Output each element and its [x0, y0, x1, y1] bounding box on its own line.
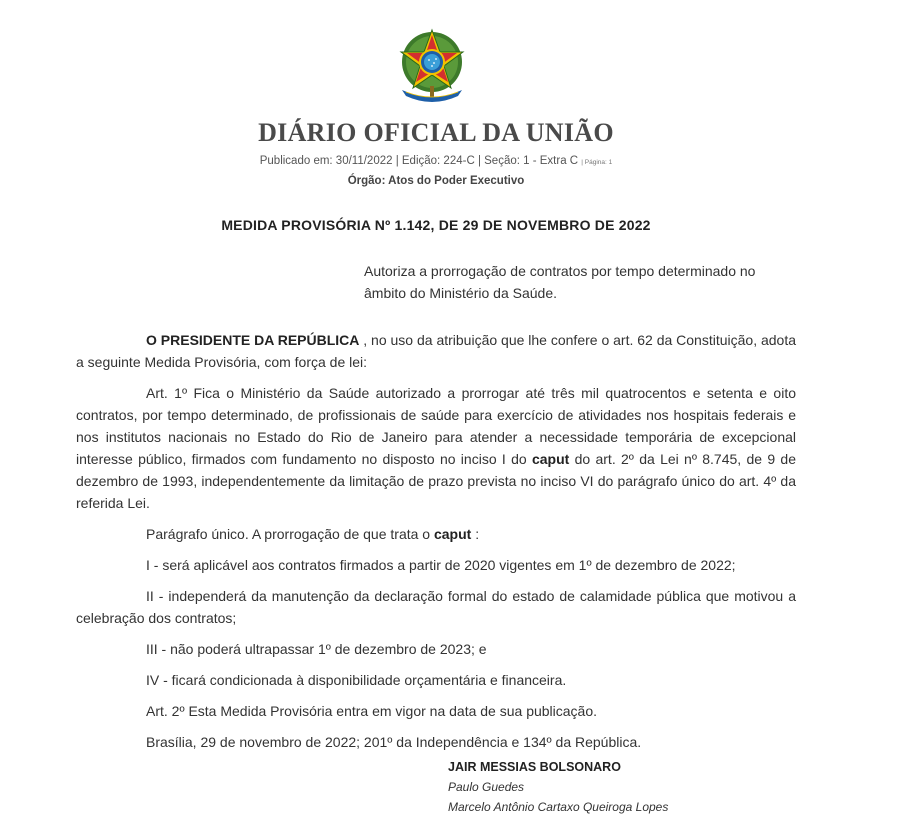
president-signature: JAIR MESSIAS BOLSONARO	[448, 760, 621, 774]
preamble-text: , no uso da atribuição que lhe confere o art. 62 da Constituição, adota a seguinte Medida Provisória, com força de lei:	[76, 332, 797, 370]
date-place: Brasília, 29 de novembro de 2022; 201º da Independência e 134º da República.	[146, 734, 642, 750]
paragrafo-text-b: :	[471, 526, 480, 542]
article-2: Art. 2º Esta Medida Provisória entra em vigor na data de sua publicação.	[146, 703, 598, 719]
inciso-2: II - independerá da manutenção da declaração formal do estado de calamidade pública que motivou a celebração dos contratos;	[76, 588, 796, 626]
inciso-4: IV - ficará condicionada à disponibilidade orçamentária e financeira.	[146, 672, 567, 688]
issuing-body: Órgão: Atos do Poder Executivo	[347, 175, 525, 187]
article-1-text-a: Art. 1º Fica o Ministério da Saúde autorizado a prorrogar até três mil quatrocentos e setenta e oito contratos, por tempo determinado, de profissionais de saúde para exercício de atividades nos hospitais federais e nos institutos nacionais no Estado do Rio de Janeiro para atender a necessidade temporária de excepcional interesse público, firmados com fundamento no disposto no inciso I do	[76, 385, 796, 467]
paragrafo-caput: caput	[433, 526, 472, 542]
publication-details: Publicado em: 30/11/2022 | Edição: 224-C | Seção: 1 - Extra C	[259, 155, 579, 167]
act-title: MEDIDA PROVISÓRIA Nº 1.142, DE 29 DE NOVEMBRO DE 2022	[221, 217, 651, 233]
signatures	[448, 760, 668, 817]
publication-info	[0, 155, 872, 167]
preamble-bold: O PRESIDENTE DA REPÚBLICA	[146, 332, 360, 348]
brazil-coat-of-arms-icon	[396, 26, 468, 106]
inciso-3: III - não poderá ultrapassar 1º de dezembro de 2023; e	[146, 641, 487, 657]
article-1	[76, 382, 796, 514]
paragrafo-unico	[76, 523, 796, 545]
article-1-caput: caput	[531, 451, 570, 467]
minister-signature: Paulo Guedes	[448, 780, 525, 794]
minister-signature: Marcelo Antônio Cartaxo Queiroga Lopes	[448, 800, 669, 814]
inciso-1: I - será aplicável aos contratos firmados a partir de 2020 vigentes em 1º de dezembro de 2022;	[146, 557, 736, 573]
act-summary: Autoriza a prorrogação de contratos por tempo determinado no âmbito do Ministério da Saúde.	[364, 263, 756, 301]
publication-title: DIÁRIO OFICIAL DA UNIÃO	[258, 118, 614, 147]
act-body	[76, 329, 796, 762]
article-1-text-b: do art. 2º da Lei nº 8.745, de 9 de dezembro de 1993, independentemente da limitação de prazo prevista no inciso VI do parágrafo único do art. 4º da referida Lei.	[76, 451, 797, 511]
page-number: | Página: 1	[581, 159, 613, 166]
paragrafo-text-a: Parágrafo único. A prorrogação de que trata o	[146, 526, 434, 542]
preamble	[76, 329, 796, 373]
